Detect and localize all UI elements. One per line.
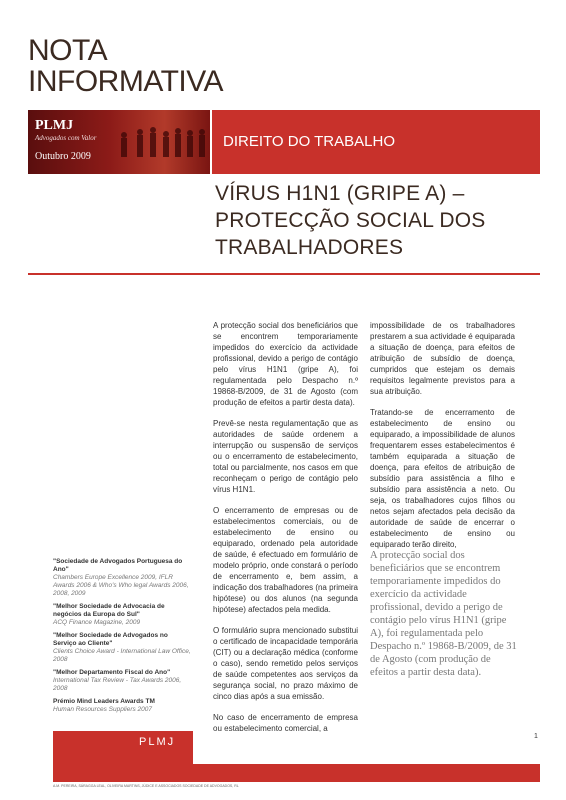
award-title: "Sociedade de Advogados Portuguesa do Ano" [53,558,183,573]
issue-date: Outubro 2009 [35,151,91,162]
publication-title-line1: NOTA [28,34,108,67]
paragraph: O formulário supra mencionado substitui o certificado de incapacidade temporária (CIT) ou a declaração médica (conforme o caso), sendo remetido pelos serviços de saúde competentes aos serviços da segurança social, no prazo máximo de cinco dias após a sua emissão. [213,626,358,701]
footer-logo: PLMJ [139,736,176,748]
paragraph: No caso de encerramento de empresa ou estabelecimento comercial, a [213,713,358,733]
paragraph: Tratando-se de encerramento de estabelecimento de ensino ou equiparado, a impossibilidade de alunos frequentarem esses estabelecimentos é também equiparada a situação de doença, para efeitos de atribuição de subsídio para assistência a filho e subsídio para assistência a neto. Ou seja, os trabalhadores cujos filhos ou netos sejam afectados pela decisão da autoridade de saúde de encerrar o estabelecimento de ensino ou equiparado terão direito, [370,408,515,549]
award-item [53,698,193,714]
award-source: Clients Choice Award - International Law Office, 2008 [53,648,191,663]
award-source: International Tax Review - Tax Awards 2006, 2008 [53,677,182,692]
award-item [53,558,193,598]
page-number: 1 [534,733,538,740]
pull-quote: A protecção social dos beneficiários que se encontrem temporariamente impedidos do exercício da actividade profissional, devido a perigo de contágio pelo vírus H1N1 (gripe A), foi regulamentada pelo Despacho n.º 19868-B/2009, de 31 de Agosto (com produção de efeitos a partir desta data). [370,550,517,678]
paragraph: impossibilidade de os trabalhadores prestarem a sua actividade é equiparada a situação de doença, para efeitos de atribuição de subsídio de doença, cumpridos que estejam os demais requisitos legalmente previstos para a sua atribuição. [370,321,515,396]
award-title: Prémio Mind Leaders Awards TM [53,698,155,705]
body-column-2 [370,320,515,560]
brand-tagline: Advogados com Valor [35,134,97,142]
article-title-line2: PROTECÇÃO SOCIAL DOS [215,209,486,232]
footer-bar [53,764,540,782]
brand-logo-text: PLMJ [35,118,74,133]
award-item [53,669,193,693]
paragraph: A protecção social dos beneficiários que se encontrem temporariamente impedidos do exercício da actividade profissional, devido a perigo de contágio pelo vírus H1N1 (gripe A), foi regulamentada pelo Despacho n.º 19868-B/2009, de 31 de Agosto (com produção de efeitos a partir desta data). [213,321,358,407]
article-title-line3: TRABALHADORES [215,236,404,259]
award-item [53,603,193,627]
award-source: Chambers Europe Excellence 2009, IFLR Awards 2006 & Who's Who legal Awards 2006, 2008, 2009 [53,574,189,597]
publication-title-line2: INFORMATIVA [28,65,224,98]
article-title-line1: VÍRUS H1N1 (GRIPE A) – [215,182,465,205]
award-title: "Melhor Sociedade de Advocacia de negócios da Europa do Sul" [53,603,165,618]
title-divider [28,273,540,275]
award-source: Human Resources Suppliers 2007 [53,706,152,713]
award-title: "Melhor Sociedade de Advogados no Serviço ao Cliente" [53,632,168,647]
paragraph: O encerramento de empresas ou de estabelecimentos comerciais, ou de estabelecimento de ensino ou equiparado, ordenado pela autoridade de saúde, é efectuado em formulário de modelo próprio, onde constará o período de encerramento e, bem assim, a indicação dos trabalhadores (na primeira hipótese) ou dos alunos (na segunda hipótese) afectados pela medida. [213,506,358,614]
award-source: ACQ Finance Magazine, 2009 [53,619,141,626]
paragraph: Prevê-se nesta regulamentação que as autoridades de saúde ordenem a interrupção ou suspensão de serviços ou o encerramento de estabelecimento, total ou parcialmente, nos casos em que reconheçam o perigo de contágio pelo vírus H1N1. [213,419,358,494]
footer-legal-text: A.M. PEREIRA, SÁRAGGA LEAL, OLIVEIRA MARTINS, JÚDICE E ASSOCIADOS SOCIEDADE DE ADVOGADOS, RL [53,784,239,788]
section-title: DIREITO DO TRABALHO [223,133,395,150]
article-title [215,180,485,261]
awards-list [53,558,193,719]
publication-title [28,35,223,97]
award-title: "Melhor Departamento Fiscal do Ano" [53,669,171,676]
body-column-1 [213,320,358,744]
award-item [53,632,193,664]
